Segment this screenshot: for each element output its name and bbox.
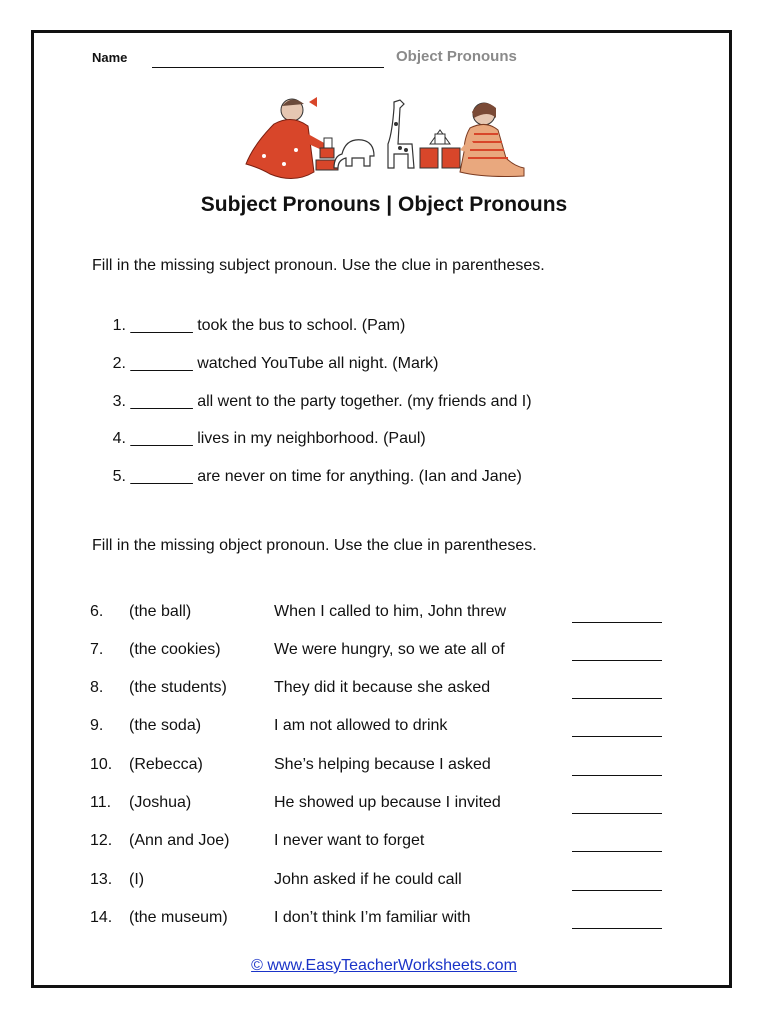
item-number: 1. (112, 317, 126, 334)
item-clue: (Ann and Joe) (129, 832, 230, 849)
header-title: Object Pronouns (396, 48, 517, 65)
answer-line[interactable] (572, 736, 662, 737)
subject-item (104, 393, 532, 411)
name-field-line[interactable] (152, 67, 384, 68)
item-number: 3. (112, 393, 126, 410)
item-number: 9. (90, 717, 104, 734)
answer-line[interactable] (572, 775, 662, 776)
item-clue: (the cookies) (129, 641, 221, 658)
answer-line[interactable] (572, 698, 662, 699)
answer-line[interactable] (572, 660, 662, 661)
item-text: _______ took the bus to school. (Pam) (130, 317, 406, 334)
answer-line[interactable] (572, 622, 662, 623)
subject-item (104, 317, 405, 335)
item-number: 12. (90, 832, 113, 849)
subject-item (104, 355, 439, 373)
item-sentence: John asked if he could call (274, 871, 462, 888)
item-sentence: She’s helping because I asked (274, 756, 491, 773)
item-sentence: I don’t think I’m familiar with (274, 909, 471, 926)
subject-item (104, 468, 522, 486)
item-number: 14. (90, 909, 113, 926)
item-sentence: He showed up because I invited (274, 794, 501, 811)
item-number: 5. (112, 468, 126, 485)
item-clue: (the soda) (129, 717, 202, 734)
name-label: Name (92, 50, 128, 65)
answer-line[interactable] (572, 928, 662, 929)
answer-line[interactable] (572, 851, 662, 852)
answer-line[interactable] (572, 890, 662, 891)
item-text: _______ all went to the party together. (my friends and I) (130, 393, 532, 410)
item-number: 13. (90, 871, 113, 888)
item-number: 7. (90, 641, 104, 658)
item-clue: (I) (129, 871, 145, 888)
item-clue: (the ball) (129, 603, 192, 620)
item-clue: (Rebecca) (129, 756, 203, 773)
item-number: 4. (112, 430, 126, 447)
item-number: 6. (90, 603, 104, 620)
item-number: 8. (90, 679, 104, 696)
section2-instruction: Fill in the missing object pronoun. Use the clue in parentheses. (92, 537, 537, 554)
worksheet-title: Subject Pronouns | Object Pronouns (200, 193, 568, 216)
item-number: 11. (90, 794, 112, 811)
item-clue: (the museum) (129, 909, 228, 926)
item-sentence: We were hungry, so we ate all of (274, 641, 505, 658)
item-sentence: When I called to him, John threw (274, 603, 507, 620)
item-clue: (the students) (129, 679, 227, 696)
item-number: 2. (112, 355, 126, 372)
section1-instruction: Fill in the missing subject pronoun. Use the clue in parentheses. (92, 257, 545, 274)
item-clue: (Joshua) (129, 794, 192, 811)
item-text: _______ lives in my neighborhood. (Paul) (130, 430, 426, 447)
item-sentence: I never want to forget (274, 832, 425, 849)
children-playing-with-toys-illustration (234, 94, 534, 186)
answer-line[interactable] (572, 813, 662, 814)
item-text: _______ watched YouTube all night. (Mark) (130, 355, 439, 372)
item-sentence: I am not allowed to drink (274, 717, 448, 734)
item-sentence: They did it because she asked (274, 679, 491, 696)
item-number: 10. (90, 756, 113, 773)
item-text: _______ are never on time for anything. (Ian and Jane) (130, 468, 522, 485)
footer-link[interactable]: © www.EasyTeacherWorksheets.com (251, 957, 517, 974)
subject-item (104, 430, 426, 448)
